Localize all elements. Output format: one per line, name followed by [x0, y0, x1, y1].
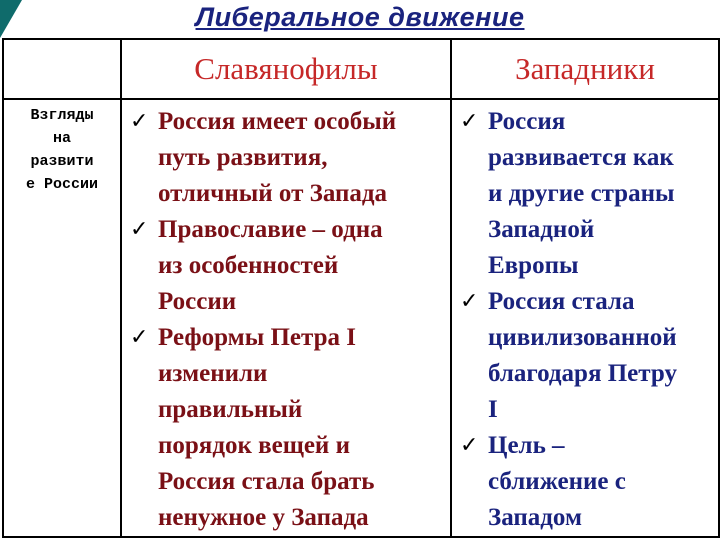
item-line: Россия: [488, 108, 566, 135]
slavophiles-cell: [121, 99, 451, 537]
item-line: ненужное у Запада: [158, 504, 369, 531]
item-line: Россия стала: [488, 288, 635, 315]
item-line: Цель –: [488, 432, 565, 459]
list-item: [122, 104, 450, 212]
item-line: и другие страны: [488, 180, 675, 207]
westerners-list: [452, 100, 718, 536]
item-line: Россия имеет особый: [158, 108, 397, 135]
item-line: правильный: [158, 396, 303, 423]
item-line: Православие – одна: [158, 216, 383, 243]
header-slavophiles: Славянофилы: [121, 39, 451, 99]
check-icon: ✓: [460, 433, 479, 458]
item-line: России: [158, 288, 237, 315]
item-line: I: [488, 396, 498, 423]
item-line: из особенностей: [158, 252, 339, 279]
list-item: [122, 320, 450, 536]
slavophiles-list: [122, 100, 450, 536]
row-label-line: на: [52, 130, 71, 147]
list-item: [122, 212, 450, 320]
list-item: [452, 428, 718, 536]
item-line: отличный от Запада: [158, 180, 388, 207]
check-icon: ✓: [130, 217, 149, 242]
check-icon: ✓: [130, 109, 149, 134]
header-row: [3, 39, 719, 99]
check-icon: ✓: [460, 289, 479, 314]
item-line: Европы: [488, 252, 579, 279]
views-row: [3, 99, 719, 537]
item-line: изменили: [158, 360, 268, 387]
item-line: Россия стала брать: [158, 468, 375, 495]
row-label-line: е России: [25, 176, 98, 193]
comparison-table: [2, 38, 720, 538]
item-line: путь развития,: [158, 144, 328, 171]
item-line: сближение с: [488, 468, 626, 495]
item-line: Реформы Петра I: [158, 324, 356, 351]
item-line: Западной: [488, 216, 595, 243]
row-label-line: развити: [30, 153, 94, 170]
row-label-views: [3, 99, 121, 537]
item-line: цивилизованной: [488, 324, 677, 351]
slide-title: Либеральное движение: [195, 2, 525, 32]
item-line: Западом: [488, 504, 582, 531]
list-item: [452, 104, 718, 284]
check-icon: ✓: [460, 109, 479, 134]
header-empty-cell: [3, 39, 121, 99]
row-label-line: Взгляды: [30, 107, 94, 124]
item-line: порядок вещей и: [158, 432, 350, 459]
list-item: [452, 284, 718, 428]
westerners-cell: [451, 99, 719, 537]
item-line: развивается как: [488, 144, 674, 171]
check-icon: ✓: [130, 325, 149, 350]
item-line: благодаря Петру: [488, 360, 677, 387]
header-westerners: Западники: [451, 39, 719, 99]
